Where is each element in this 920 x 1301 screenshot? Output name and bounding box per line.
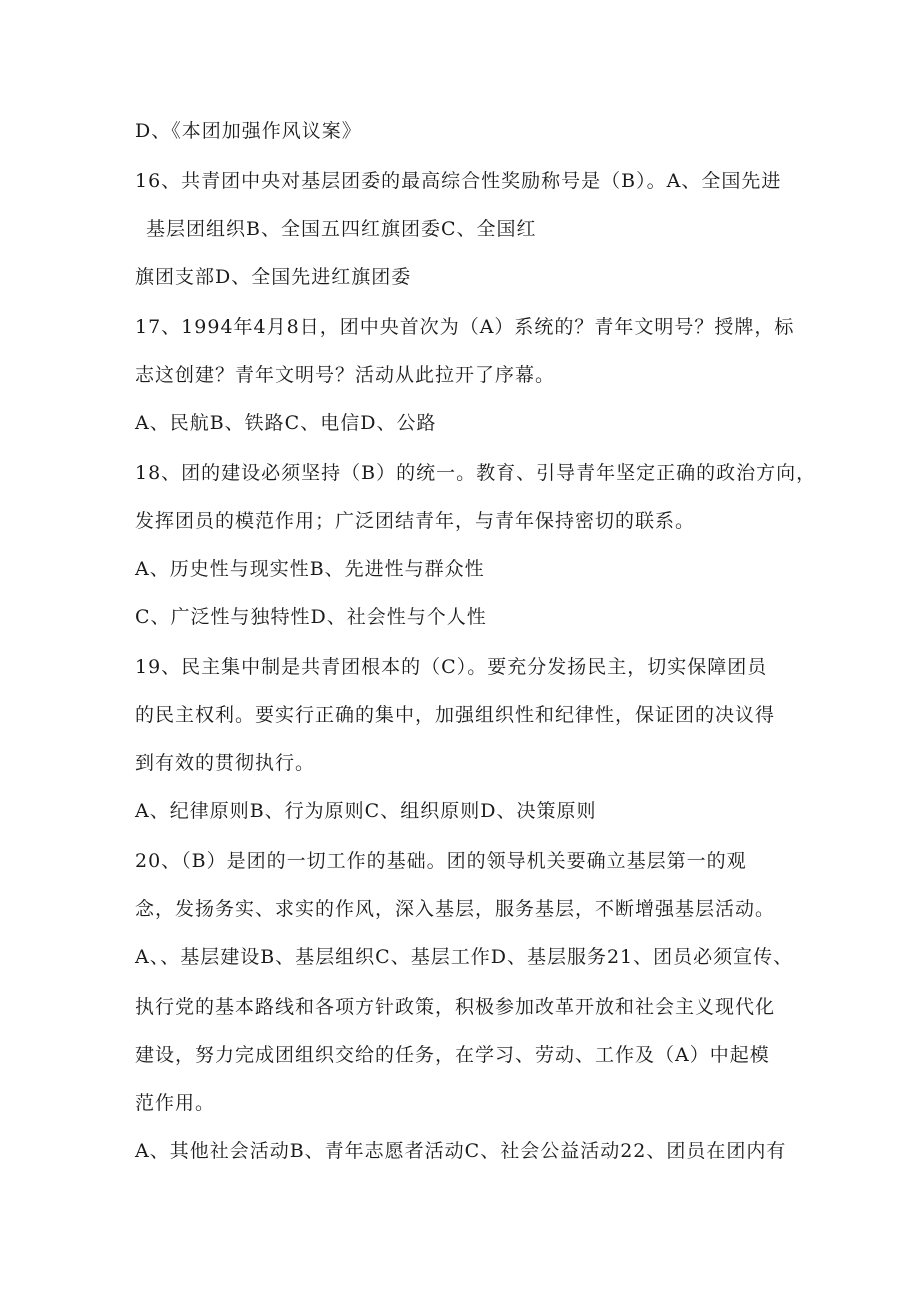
text-line: 发挥团员的模范作用；广泛团结青年，与青年保持密切的联系。: [135, 510, 696, 532]
text-line: 念，发扬务实、求实的作风，深入基层，服务基层，不断增强基层活动。: [135, 898, 776, 920]
text-line: 20、（B）是团的一切工作的基础。团的领导机关要确立基层第一的观: [135, 850, 747, 872]
text-line: A、其他社会活动B、青年志愿者活动C、社会公益活动22、团员在团内有: [135, 1140, 787, 1162]
text-line: 19、民主集中制是共青团根本的（C）。要充分发扬民主，切实保障团员: [135, 656, 768, 678]
text-line: A、历史性与现实性B、先进性与群众性: [135, 558, 485, 580]
text-line: 16、共青团中央对基层团委的最高综合性奖励称号是（B）。A、全国先进: [135, 170, 782, 192]
text-line: 志这创建？青年文明号？活动从此拉开了序幕。: [135, 364, 556, 386]
text-line: 18、团的建设必须坚持（B）的统一。教育、引导青年坚定正确的政治方向，: [135, 462, 817, 484]
text-line: 17、1994年4月8日，团中央首次为（A）系统的？青年文明号？授牌，标: [135, 316, 795, 338]
text-line: C、广泛性与独特性D、社会性与个人性: [135, 606, 487, 628]
text-line: A、民航B、铁路C、电信D、公路: [135, 412, 437, 434]
text-line: 基层团组织B、全国五四红旗团委C、全国红: [146, 218, 537, 240]
text-line: 的民主权利。要实行正确的集中，加强组织性和纪律性，保证团的决议得: [135, 704, 776, 726]
text-line: A、、基层建设B、基层组织C、基层工作D、基层服务21、团员必须宣传、: [135, 946, 794, 968]
text-line: 执行党的基本路线和各项方针政策，积极参加改革开放和社会主义现代化: [135, 996, 776, 1018]
text-line: D、《本团加强作风议案》: [135, 120, 362, 142]
text-line: 到有效的贯彻执行。: [135, 752, 316, 774]
text-line: 建设，努力完成团组织交给的任务，在学习、劳动、工作及（A）中起模: [135, 1044, 770, 1066]
text-line: A、纪律原则B、行为原则C、组织原则D、决策原则: [135, 800, 597, 822]
text-line: 旗团支部D、全国先进红旗团委: [135, 266, 412, 288]
text-line: 范作用。: [135, 1092, 216, 1114]
